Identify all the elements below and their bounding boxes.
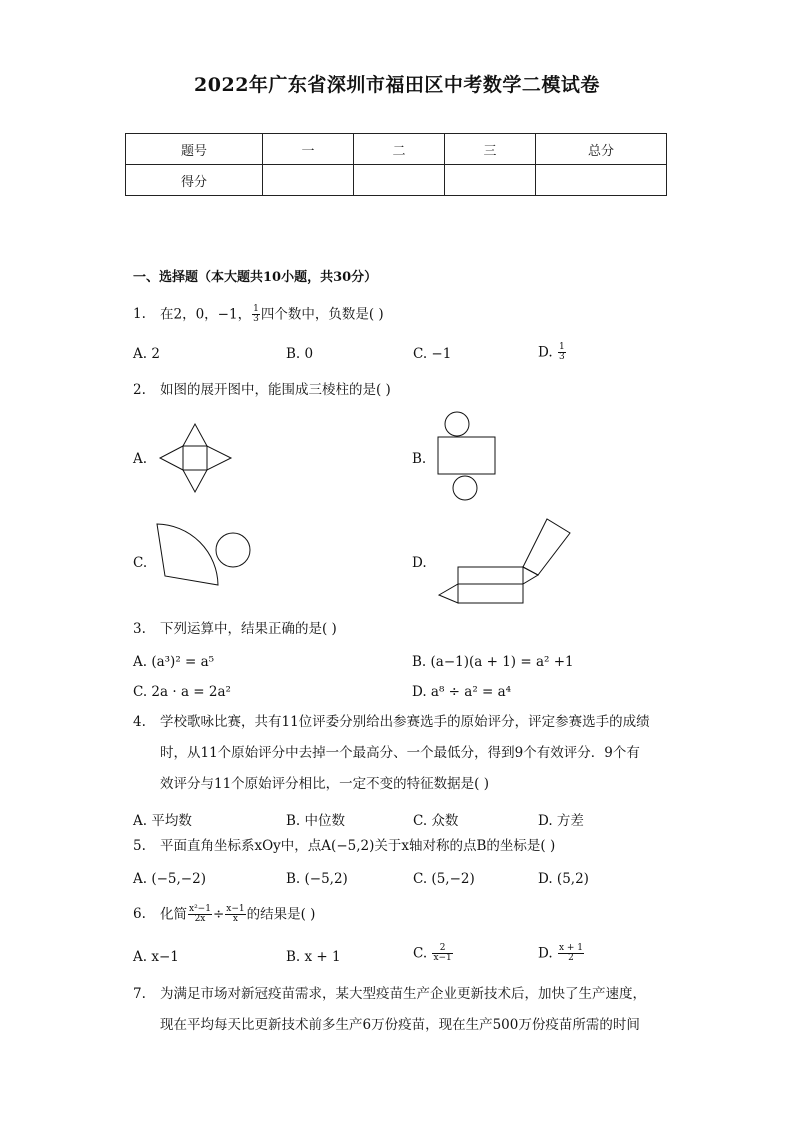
option-a: A. x−1 bbox=[133, 949, 179, 965]
score-cell bbox=[354, 165, 445, 196]
score-header-cell: 一 bbox=[263, 134, 354, 165]
question-text: 平面直角坐标系xOy中，点A(−5,2)关于x轴对称的点B的坐标是( ) bbox=[160, 838, 556, 854]
net-figure-d bbox=[435, 515, 575, 607]
option-b: B. 中位数 bbox=[286, 813, 346, 829]
question-text-line: 时，从11个原始评分中去掉一个最高分、一个最低分，得到9个有效评分．9个有 bbox=[160, 745, 640, 761]
fraction bbox=[225, 905, 245, 925]
option-d bbox=[538, 944, 585, 964]
score-header-cell: 总分 bbox=[536, 134, 667, 165]
option-c: C. 众数 bbox=[413, 813, 459, 829]
page-title: 2022年广东省深圳市福田区中考数学二模试卷 bbox=[194, 74, 600, 96]
fraction-denominator: x−1 bbox=[433, 953, 452, 964]
option-c: C. −1 bbox=[413, 346, 452, 362]
option-a: A. (−5,−2) bbox=[133, 871, 206, 887]
score-header-cell: 题号 bbox=[126, 134, 263, 165]
option-d: D. (5,2) bbox=[538, 871, 589, 887]
fraction bbox=[432, 944, 452, 964]
question-text: 在2，0，−1， bbox=[160, 306, 252, 323]
question-text: 为满足市场对新冠疫苗需求，某大型疫苗生产企业更新技术后，加快了生产速度， bbox=[160, 986, 646, 1002]
option-label: C. bbox=[413, 945, 428, 962]
question-number: 7. bbox=[133, 986, 146, 1002]
option-b: B. 0 bbox=[286, 346, 314, 362]
score-header-cell: 三 bbox=[445, 134, 536, 165]
question-text: 下列运算中，结果正确的是( ) bbox=[160, 621, 337, 637]
option-a: A. 2 bbox=[133, 346, 160, 362]
question-7 bbox=[133, 988, 646, 1002]
net-figure-c bbox=[150, 518, 260, 588]
option-d: D. bbox=[412, 555, 427, 571]
option-d: D. a⁸ ÷ a² = a⁴ bbox=[412, 684, 512, 700]
question-text: 学校歌咏比赛，共有11位评委分别给出参赛选手的原始评分，评定参赛选手的成绩 bbox=[160, 714, 650, 730]
score-table-header-row bbox=[126, 134, 667, 165]
option-c: C. bbox=[133, 555, 148, 571]
fraction bbox=[558, 944, 584, 964]
score-row-label: 得分 bbox=[126, 165, 263, 196]
question-text-line: 现在平均每天比更新技术前多生产6万份疫苗，现在生产500万份疫苗所需的时间 bbox=[160, 1017, 640, 1033]
question-1 bbox=[133, 305, 384, 325]
section-heading: 一、选择题（本大题共10小题，共30分） bbox=[133, 270, 378, 285]
question-6 bbox=[133, 905, 315, 925]
question-number: 2. bbox=[133, 382, 146, 398]
score-table-score-row bbox=[126, 165, 667, 196]
option-label: D. bbox=[538, 945, 553, 962]
score-header-cell: 二 bbox=[354, 134, 445, 165]
fraction-numerator: 1 bbox=[253, 304, 259, 314]
option-a: A. bbox=[133, 451, 148, 467]
option-a: A. 平均数 bbox=[133, 813, 192, 829]
question-2 bbox=[133, 384, 391, 398]
option-c bbox=[413, 944, 454, 964]
fraction bbox=[252, 305, 260, 325]
option-b: B. x + 1 bbox=[286, 949, 341, 965]
question-text: 化简 bbox=[160, 906, 187, 923]
net-figure-a bbox=[155, 420, 235, 500]
score-cell bbox=[263, 165, 354, 196]
option-a: A. (a³)² = a⁵ bbox=[133, 654, 215, 670]
question-number: 5. bbox=[133, 838, 146, 854]
question-text-line: 效评分与11个原始评分相比，一定不变的特征数据是( ) bbox=[160, 776, 490, 792]
fraction-denominator: 2x bbox=[194, 914, 206, 925]
question-text: 如图的展开图中，能围成三棱柱的是( ) bbox=[160, 382, 391, 398]
fraction bbox=[558, 343, 566, 363]
question-5 bbox=[133, 840, 555, 854]
fraction-numerator: 1 bbox=[558, 342, 565, 352]
fraction bbox=[188, 905, 212, 925]
question-number: 4. bbox=[133, 714, 146, 730]
option-c: C. 2a · a = 2a² bbox=[133, 684, 231, 700]
question-number: 3. bbox=[133, 621, 146, 637]
question-number: 1. bbox=[133, 306, 146, 323]
option-d bbox=[538, 343, 567, 363]
operator: ÷ bbox=[212, 906, 225, 923]
option-b: B. (a−1)(a + 1) = a² +1 bbox=[412, 654, 574, 670]
question-text: 四个数中，负数是( ) bbox=[260, 306, 384, 323]
question-number: 6. bbox=[133, 906, 146, 923]
fraction-numerator: 2 bbox=[432, 944, 452, 954]
fraction-denominator: 2 bbox=[568, 953, 574, 964]
fraction-denominator: x bbox=[232, 914, 238, 925]
fraction-numerator: x²−1 bbox=[189, 904, 211, 914]
score-cell bbox=[536, 165, 667, 196]
fraction-denominator: 3 bbox=[253, 314, 259, 325]
option-c: C. (5,−2) bbox=[413, 871, 475, 887]
score-cell bbox=[445, 165, 536, 196]
score-table bbox=[125, 133, 667, 196]
option-label: D. bbox=[538, 344, 553, 361]
option-b: B. bbox=[412, 451, 427, 467]
question-3 bbox=[133, 623, 337, 637]
fraction-numerator: x−1 bbox=[226, 904, 245, 914]
net-figure-b bbox=[430, 408, 505, 508]
option-b: B. (−5,2) bbox=[286, 871, 348, 887]
fraction-numerator: x + 1 bbox=[558, 943, 584, 953]
fraction-denominator: 3 bbox=[558, 352, 565, 363]
question-4 bbox=[133, 716, 650, 730]
option-d: D. 方差 bbox=[538, 813, 584, 829]
question-text: 的结果是( ) bbox=[246, 906, 316, 923]
